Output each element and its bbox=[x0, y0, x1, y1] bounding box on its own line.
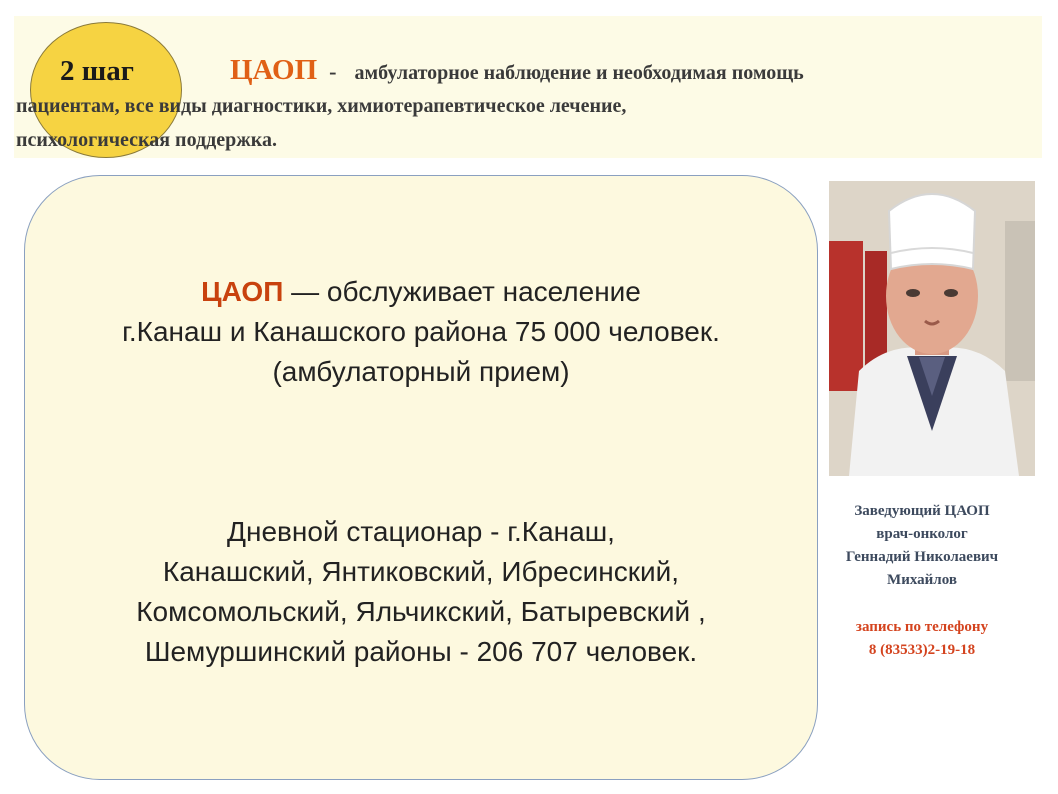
info-line-4: Дневной стационар - г.Канаш, bbox=[227, 516, 615, 547]
info-lead: — обслуживает население bbox=[283, 276, 641, 307]
header-line-2: пациентам, все виды диагностики, химиотерапевтическое лечение, bbox=[16, 95, 627, 117]
doctor-surname: Михайлов bbox=[887, 572, 957, 588]
doctor-name: Геннадий Николаевич bbox=[845, 549, 999, 565]
info-acronym: ЦАОП bbox=[201, 276, 284, 307]
header-line-3: психологическая поддержка. bbox=[16, 129, 277, 151]
phone-number: 8 (83533)2-19-18 bbox=[868, 642, 976, 658]
info-line-2: г.Канаш и Канашского района 75 000 человек. bbox=[122, 316, 720, 347]
info-line-6: Комсомольский, Яльчикский, Батыревский , bbox=[136, 596, 706, 627]
header-description: амбулаторное наблюдение и необходимая помощь bbox=[354, 62, 804, 84]
phone-label: запись по телефону bbox=[855, 619, 989, 635]
info-panel bbox=[24, 175, 818, 780]
info-line-7: Шемуршинский районы - 206 707 человек. bbox=[144, 636, 698, 667]
info-line-3: (амбулаторный прием) bbox=[272, 356, 570, 387]
header-dash: - bbox=[329, 59, 337, 84]
header-line-1 bbox=[230, 54, 804, 87]
doctor-title: Заведующий ЦАОП bbox=[854, 503, 990, 519]
info-line-5: Канашский, Янтиковский, Ибресинский, bbox=[162, 556, 680, 587]
doctor-specialty: врач-онколог bbox=[876, 526, 968, 542]
doctor-portrait-icon bbox=[829, 181, 1035, 476]
header-acronym: ЦАОП bbox=[230, 54, 318, 86]
doctor-photo bbox=[829, 181, 1035, 476]
info-line-1 bbox=[24, 274, 818, 310]
step-label: 2 шаг bbox=[60, 55, 134, 87]
